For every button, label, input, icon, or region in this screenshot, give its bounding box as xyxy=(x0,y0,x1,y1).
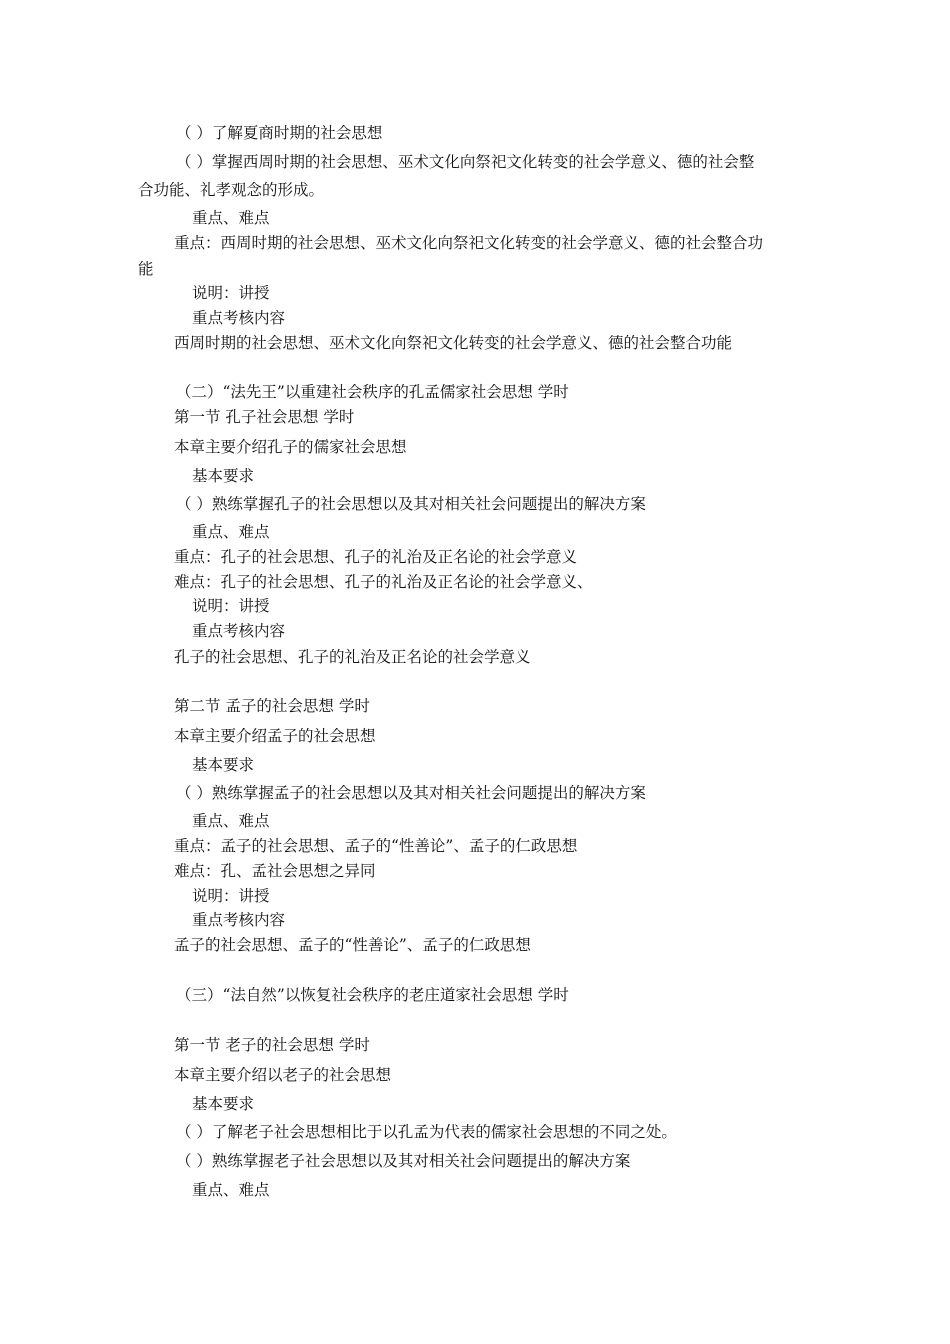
text-line: 说明：讲授 xyxy=(192,597,270,615)
text-line: 说明：讲授 xyxy=(192,887,270,905)
text-line: 孔子的社会思想、孔子的礼治及正名论的社会学意义 xyxy=(174,648,531,666)
text-line: 基本要求 xyxy=(192,1095,255,1113)
text-line: （ ）掌握西周时期的社会思想、巫术文化向祭祀文化转变的社会学意义、德的社会整 xyxy=(176,153,755,171)
text-line: 本章主要介绍孔子的儒家社会思想 xyxy=(174,438,407,456)
text-line: （ ）熟练掌握孟子的社会思想以及其对相关社会问题提出的解决方案 xyxy=(176,784,646,802)
section-heading: 第一节 老子的社会思想 学时 xyxy=(174,1036,370,1054)
section-heading: （三）“法自然”以恢复社会秩序的老庄道家社会思想 学时 xyxy=(176,986,569,1004)
text-line: 重点考核内容 xyxy=(192,911,286,929)
text-line: 难点：孔子的社会思想、孔子的礼治及正名论的社会学意义、 xyxy=(174,573,593,591)
text-line: 重点考核内容 xyxy=(192,622,286,640)
text-line: （ ）了解老子社会思想相比于以孔孟为代表的儒家社会思想的不同之处。 xyxy=(176,1123,677,1141)
text-line: 合功能、礼孝观念的形成。 xyxy=(138,181,325,199)
text-line: 重点、难点 xyxy=(192,812,270,830)
text-line: 说明：讲授 xyxy=(192,284,270,302)
section-heading: （二）“法先王”以重建社会秩序的孔孟儒家社会思想 学时 xyxy=(176,383,569,401)
text-line: 重点：孟子的社会思想、孟子的“性善论”、孟子的仁政思想 xyxy=(174,837,578,855)
text-line: 本章主要介绍以老子的社会思想 xyxy=(174,1066,392,1084)
text-line: （ ）熟练掌握孔子的社会思想以及其对相关社会问题提出的解决方案 xyxy=(176,495,646,513)
text-line: （ ）熟练掌握老子社会思想以及其对相关社会问题提出的解决方案 xyxy=(176,1152,631,1170)
text-line: 孟子的社会思想、孟子的“性善论”、孟子的仁政思想 xyxy=(174,936,531,954)
section-heading: 第一节 孔子社会思想 学时 xyxy=(174,408,355,426)
text-line: 重点、难点 xyxy=(192,209,270,227)
text-line: 重点、难点 xyxy=(192,523,270,541)
text-line: 本章主要介绍孟子的社会思想 xyxy=(174,727,376,745)
text-line: 能 xyxy=(138,260,154,278)
text-line: （ ）了解夏商时期的社会思想 xyxy=(176,124,383,142)
text-line: 重点考核内容 xyxy=(192,309,286,327)
section-heading: 第二节 孟子的社会思想 学时 xyxy=(174,697,370,715)
text-line: 重点：西周时期的社会思想、巫术文化向祭祀文化转变的社会学意义、德的社会整合功 xyxy=(174,234,764,252)
text-line: 重点：孔子的社会思想、孔子的礼治及正名论的社会学意义 xyxy=(174,548,578,566)
text-line: 重点、难点 xyxy=(192,1181,270,1199)
text-line: 西周时期的社会思想、巫术文化向祭祀文化转变的社会学意义、德的社会整合功能 xyxy=(174,334,733,352)
text-line: 难点：孔、孟社会思想之异同 xyxy=(174,862,376,880)
text-line: 基本要求 xyxy=(192,467,255,485)
text-line: 基本要求 xyxy=(192,756,255,774)
